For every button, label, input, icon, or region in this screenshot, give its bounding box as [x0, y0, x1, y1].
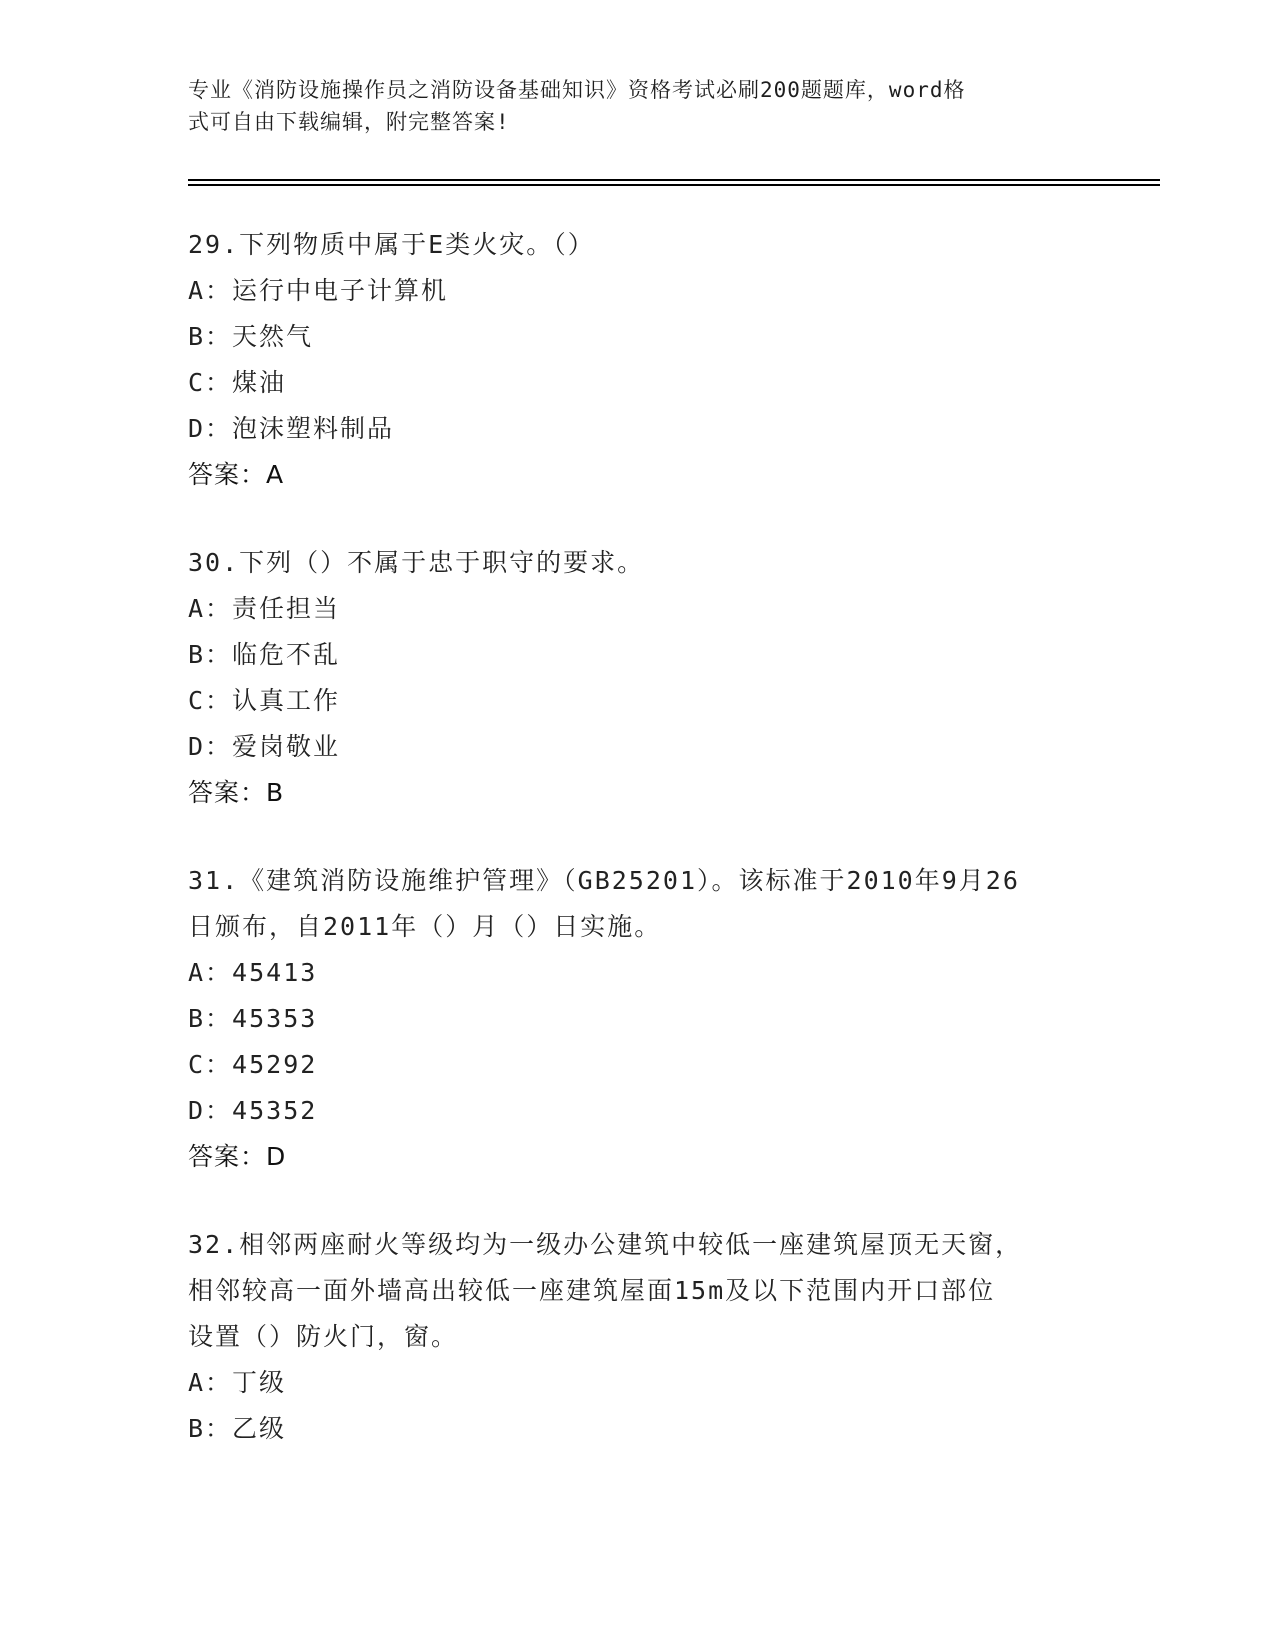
option-b: B：天然气: [188, 322, 314, 351]
question-31: [188, 858, 1088, 1180]
question-stem-line-2: 日颁布，自2011年（）月（）日实施。: [188, 912, 662, 941]
answer-line: 答案：D: [188, 1142, 287, 1171]
question-stem: 29.下列物质中属于E类火灾。（）: [188, 230, 595, 259]
header-line-2: 式可自由下载编辑，附完整答案!: [188, 110, 510, 134]
option-c: C：45292: [188, 1050, 318, 1079]
option-c: C：认真工作: [188, 686, 341, 715]
option-b: B：临危不乱: [188, 640, 341, 669]
question-stem-line-3: 设置（）防火门，窗。: [188, 1322, 459, 1351]
option-b: B：乙级: [188, 1414, 287, 1443]
question-29: [188, 222, 1088, 498]
question-stem-line-1: 31.《建筑消防设施维护管理》（GB25201）。该标准于2010年9月26: [188, 866, 1020, 895]
header-line-1: 专业《消防设施操作员之消防设备基础知识》资格考试必刷200题题库，word格: [188, 78, 966, 102]
option-a: A：丁级: [188, 1368, 287, 1397]
option-a: A：运行中电子计算机: [188, 276, 449, 305]
option-b: B：45353: [188, 1004, 318, 1033]
question-30: [188, 540, 1088, 816]
option-d: D：爱岗敬业: [188, 732, 341, 761]
answer-line: 答案：A: [188, 460, 285, 489]
header-divider-bottom: [188, 184, 1160, 186]
header-divider-top: [188, 179, 1160, 181]
option-d: D：泡沫塑料制品: [188, 414, 395, 443]
option-a: A：45413: [188, 958, 318, 987]
question-stem: 30.下列（）不属于忠于职守的要求。: [188, 548, 645, 577]
question-stem-line-1: 32.相邻两座耐火等级均为一级办公建筑中较低一座建筑屋顶无天窗，: [188, 1230, 1023, 1259]
option-a: A：责任担当: [188, 594, 341, 623]
option-d: D：45352: [188, 1096, 318, 1125]
question-32: [188, 1222, 1088, 1452]
answer-line: 答案：B: [188, 778, 285, 807]
option-c: C：煤油: [188, 368, 287, 397]
question-stem-line-2: 相邻较高一面外墙高出较低一座建筑屋面15m及以下范围内开口部位: [188, 1276, 996, 1305]
document-header: [188, 74, 1088, 138]
